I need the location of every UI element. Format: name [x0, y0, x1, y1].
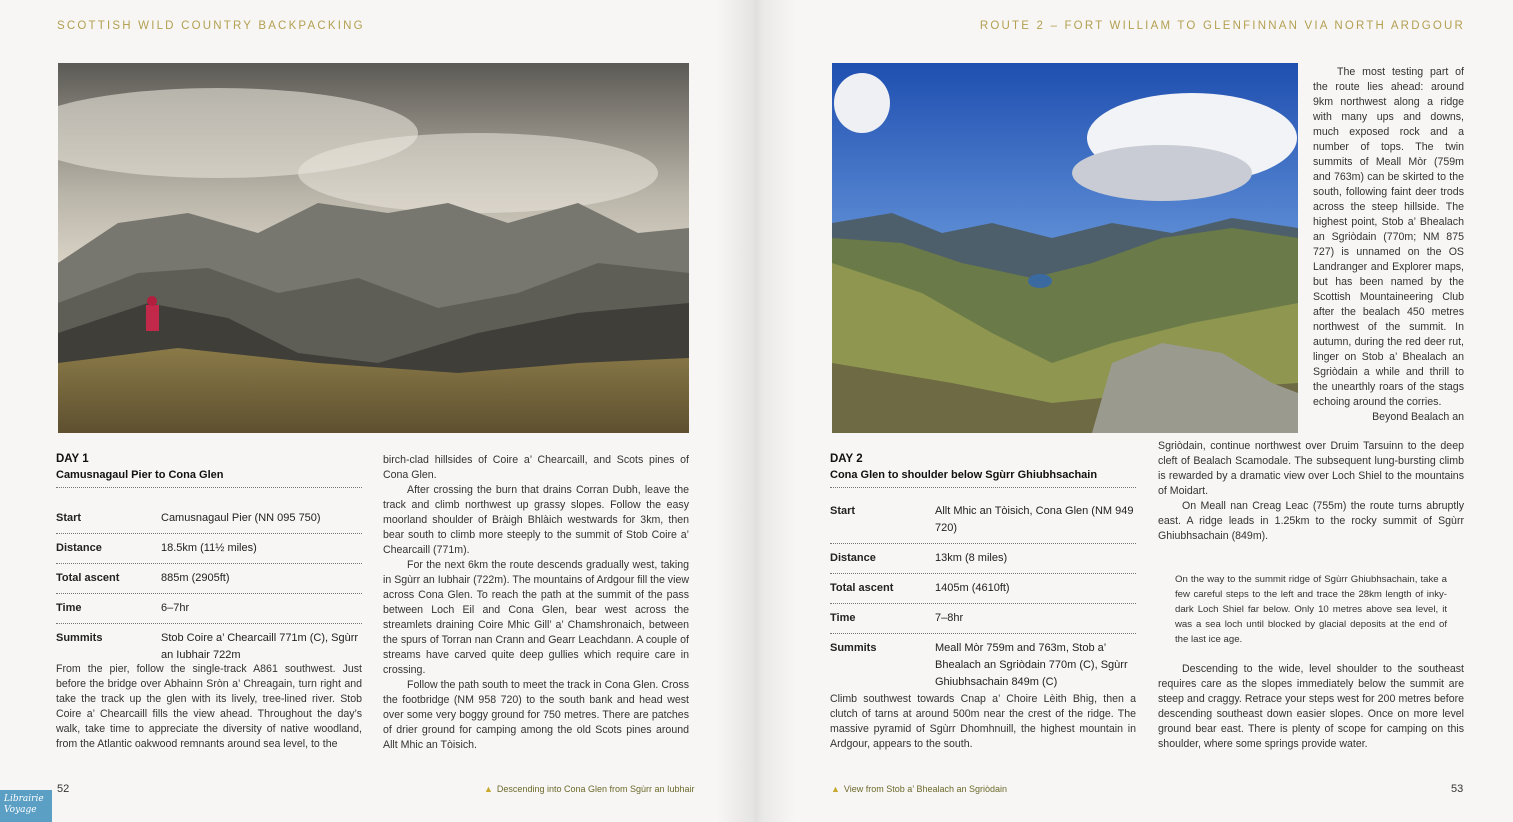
- info-row: Total ascent 885m (2905ft): [56, 564, 362, 594]
- day1-info-table: [56, 504, 362, 670]
- caption-right: ▲ View from Stob a’ Bhealach an Sgriòdain: [831, 784, 1008, 794]
- day2-info-table: [830, 497, 1136, 697]
- triangle-icon: ▲: [831, 784, 840, 794]
- info-row: Distance 13km (8 miles): [830, 544, 1136, 574]
- day2-body-col2: Sgriòdain, continue northwest over Druim Tarsuinn to the deep cleft of Bealach Scamodale. The subsequent lung-bursting climb is rewarded by a dramatic view over Loch Shiel to the mountains of Moidart. On Meall nan Creag Leac (755m) the route turns abruptly east. A ridge leads in 1.25km to the rocky summit of Sgùrr Ghiubhsachain (849m).: [1158, 440, 1464, 542]
- day2-label: DAY 2: [830, 453, 863, 465]
- info-row: Distance 18.5km (11½ miles): [56, 534, 362, 564]
- caption-left: ▲ Descending into Cona Glen from Sgùrr an Iubhair: [484, 784, 695, 794]
- day1-body-col1: From the pier, follow the single-track A861 southwest. Just before the bridge over Abhainn Sròn a’ Chreagain, turn right and take the track up the glen with its lively, tree-lined river. Stob Coire a’ Chearcaill fills the view ahead. Throughout the day’s walk, take time to appreciate the diversity of native woodland, from the Atlantic oakwood remnants around sea level, to the: [56, 663, 362, 750]
- day2-body-col3: Descending to the wide, level shoulder to the southeast requires care as the slopes immediately below the summit are steep and craggy. Retrace your steps west for 200 metres before descending southeast down easier slopes. Once on more level ground bear east. There is plenty of scope for camping on this shoulder, where some springs provide water.: [1158, 663, 1464, 750]
- info-row: Time 7–8hr: [830, 604, 1136, 634]
- info-row: Summits Stob Coire a’ Chearcaill 771m (C), Sgùrr an Iubhair 722m: [56, 632, 359, 661]
- info-row: Total ascent 1405m (4610ft): [830, 574, 1136, 604]
- divider: [56, 487, 362, 488]
- running-head-right: ROUTE 2 – FORT WILLIAM TO GLENFINNAN VIA NORTH ARDGOUR: [979, 20, 1465, 32]
- info-row: Summits Meall Mòr 759m and 763m, Stob a’ Bhealach an Sgriòdain 770m (C), Sgùrr Ghiubhsachain 849m (C): [830, 642, 1128, 688]
- divider: [830, 487, 1136, 488]
- loch-shiel-note: On the way to the summit ridge of Sgùrr Ghiubhsachain, take a few careful steps to the left and trace the 28km length of inky-dark Loch Shiel far below. Only 10 metres above sea level, it was a sea loch until blocked by glacial deposits at the end of the last ice age.: [1175, 574, 1447, 645]
- day1-body-col2: birch-clad hillsides of Coire a’ Chearcaill, and Scots pines of Cona Glen. After crossing the burn that drains Corran Dubh, leave the track and climb northwest up grassy slopes. Follow the easy moorland shoulder of Bràigh Bhlàich westwards for 3km, then bear south to climb more steeply to the summit of Stob Coire a’ Chearcaill (771m). For the next 6km the route descends gradually west, taking in Sgùrr an Iubhair (722m). The mountains of Ardgour fill the view across Cona Glen. To reach the path at the summit of the pass between Loch Eil and Cona Glen, bear west across the streamlets draining Coire Mhic Gill’ a’ Chamshronaich, between the spurs of Torran nan Crann and Gearr Leachdann. A couple of streams have carved quite deep gullies which require care in crossing. Follow the path south to meet the track in Cona Glen. Cross the footbridge (NM 958 720) to the south bank and head west over some very boggy ground for 750 metres. There are patches of drier ground for camping among the old Scots pines around Allt Mhic an Tòisich.: [383, 454, 690, 751]
- info-row: Start Camusnagaul Pier (NN 095 750): [56, 504, 362, 534]
- librairie-voyage-logo: Librairie Voyage: [0, 790, 52, 822]
- photo-stob-bhealach: [832, 63, 1298, 433]
- side-column-text: The most testing part of the route lies ahead: around 9km northwest along a ridge with many ups and downs, much exposed rock and a number of tops. The twin summits of Meall Mòr (759m and 763m) can be skirted to the south, following faint deer trods across the steep hillside. The highest point, Stob a’ Bhealach an Sgriòdain (770m; NM 875 727) is unnamed on the OS Landranger and Explorer maps, but has been named by the Scottish Mountaineering Club after the bealach 450 metres northwest of the summit. In autumn, during the red deer rut, linger on Stob a’ Bhealach an Sgriòdain a while and thrill to the unearthly roars of the stags echoing around the corries. Beyond Bealach an: [1313, 66, 1464, 423]
- triangle-icon: ▲: [484, 784, 493, 794]
- page-number-right: 53: [1451, 783, 1464, 795]
- running-head-left: SCOTTISH WILD COUNTRY BACKPACKING: [57, 20, 365, 32]
- day2-stage: Cona Glen to shoulder below Sgùrr Ghiubhsachain: [830, 469, 1098, 481]
- photo-cona-glen: [58, 63, 689, 433]
- day1-label: DAY 1: [56, 453, 89, 465]
- info-row: Time 6–7hr: [56, 594, 362, 624]
- day1-stage: Camusnagaul Pier to Cona Glen: [56, 469, 224, 481]
- page-number-left: 52: [57, 783, 70, 795]
- day2-body-col1: Climb southwest towards Cnap a’ Choire Lèith Bhig, then a clutch of tarns at around 500m near the crest of the ridge. The massive pyramid of Sgùrr Dhomhnuill, the highest mountain in Ardgour, appears to the south.: [830, 693, 1136, 750]
- info-row: Start Allt Mhic an Tòisich, Cona Glen (NM 949 720): [830, 497, 1136, 544]
